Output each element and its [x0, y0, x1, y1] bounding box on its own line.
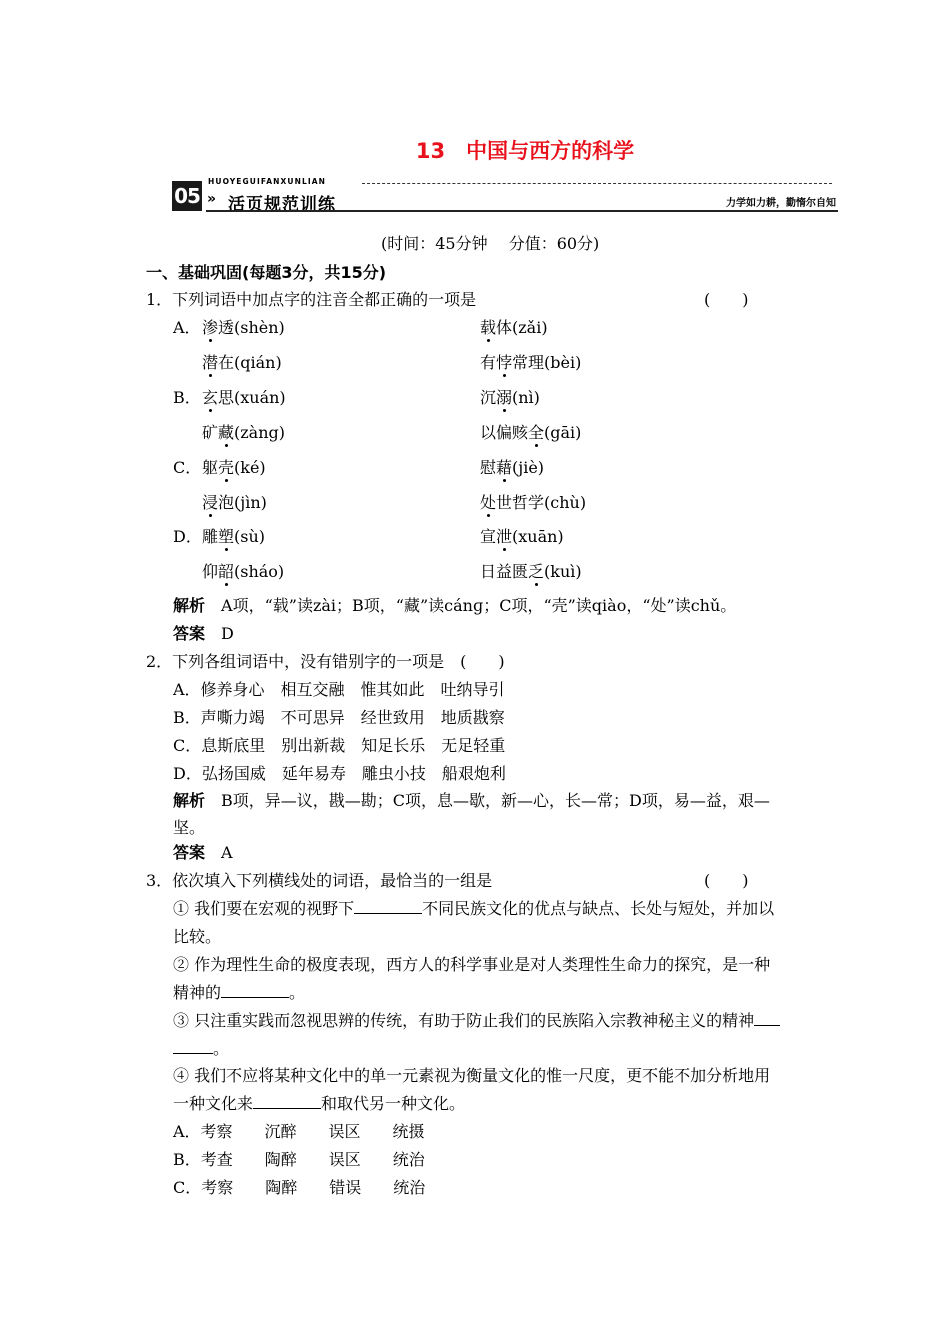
- answer-label: 答案: [173, 843, 206, 862]
- option-line: C．息斯底里 别出新裁 知足长乐 无足轻重: [173, 736, 506, 755]
- answer-paren: ( ): [704, 290, 749, 309]
- banner-dashed-line: [362, 183, 832, 184]
- fill-blank: [173, 1039, 213, 1054]
- option-line: B．声嘶力竭 不可思异 经世致用 地质戡察: [173, 708, 505, 727]
- question-1-stem: 1．下列词语中加点字的注音全都正确的一项是: [146, 290, 477, 309]
- page-title: 13 中国与西方的科学: [415, 139, 635, 163]
- option-line: C．考察 陶醉 错误 统治: [173, 1178, 426, 1197]
- sentence-3: ③ 只注重实践而忽视思辨的传统，有助于防止我们的民族陷入宗教神秘主义的精神: [173, 1008, 780, 1031]
- option-word: 渗透(shèn): [202, 318, 285, 337]
- sentence-4-cont: 一种文化来 和取代另一种文化。: [173, 1094, 466, 1113]
- emphasis-dot: [535, 583, 538, 586]
- option-word: 浸泡(jìn): [202, 493, 267, 512]
- emphasis-dot: [209, 374, 212, 377]
- option-word: 有悖常理(bèi): [480, 353, 582, 372]
- option-line: A．修养身心 相互交融 惟其如此 吐纳导引: [173, 680, 505, 699]
- fill-blank: [221, 983, 289, 998]
- question-2-stem: 2．下列各组词语中，没有错别字的一项是 ( ): [146, 652, 505, 671]
- section-heading: 一、基础巩固(每题3分，共15分): [146, 263, 387, 282]
- emphasis-dot: [503, 548, 506, 551]
- option-word: 慰藉(jiè): [480, 458, 545, 477]
- option-word: 载体(zǎi): [480, 318, 548, 337]
- emphasis-dot: [535, 444, 538, 447]
- answer-line: [173, 840, 233, 863]
- option-word: 日益匮乏(kuì): [480, 562, 582, 581]
- fill-blank: [354, 899, 422, 914]
- banner-title: 活页规范训练: [228, 195, 336, 215]
- option-word: 以偏赅全(gāi): [480, 423, 582, 442]
- banner-rule: [206, 210, 838, 212]
- section-banner: [172, 177, 838, 213]
- option-word: 矿藏(zàng): [202, 423, 286, 442]
- emphasis-dot: [209, 409, 212, 412]
- banner-pinyin: HUOYEGUIFANXUNLIAN: [208, 177, 327, 186]
- emphasis-dot: [225, 583, 228, 586]
- analysis-continuation: 坚。: [173, 818, 206, 837]
- sentence-2-cont: 精神的 。: [173, 983, 306, 1002]
- answer-line: [173, 621, 234, 644]
- option-line: D．弘扬国威 延年易寿 雕虫小技 船艰炮利: [173, 764, 506, 783]
- analysis-text: B项，异—议，戡—勘；C项，息—歇，新—心，长—常；D项，易—益，艰—: [221, 791, 770, 810]
- emphasis-dot: [225, 479, 228, 482]
- option-word: 雕塑(sù): [202, 527, 266, 546]
- answer-value: A: [221, 843, 233, 862]
- option-line: B．考查 陶醉 误区 统治: [173, 1150, 425, 1169]
- answer-label: 答案: [173, 624, 206, 643]
- answer-paren: ( ): [704, 871, 749, 890]
- emphasis-dot: [503, 374, 506, 377]
- sentence-3-cont: 。: [173, 1036, 229, 1059]
- analysis-text: A项，“载”读zài；B项，“藏”读cánɡ；C项，“壳”读qiào，“处”读chǔ。: [221, 596, 737, 615]
- sentence-4: ④ 我们不应将某种文化中的单一元素视为衡量文化的惟一尺度，更不能不加分析地用: [173, 1066, 771, 1085]
- option-word: 处世哲学(chù): [480, 493, 587, 512]
- option-word: 玄思(xuán): [202, 388, 286, 407]
- emphasis-dot: [225, 444, 228, 447]
- option-line: A．考察 沉醉 误区 统摄: [173, 1122, 425, 1141]
- sentence-2: ② 作为理性生命的极度表现，西方人的科学事业是对人类理性生命力的探究，是一种: [173, 955, 771, 974]
- option-word: 潜在(qián): [202, 353, 282, 372]
- answer-value: D: [221, 624, 234, 643]
- analysis-line: [173, 593, 736, 616]
- analysis-label: 解析: [173, 791, 206, 810]
- banner-motto: 力学如力耕，勤惰尔自知: [726, 198, 836, 209]
- question-3-stem: 3．依次填入下列横线处的词语，最恰当的一组是: [146, 871, 493, 890]
- option-label: C．: [173, 458, 202, 477]
- emphasis-dot: [487, 339, 490, 342]
- option-label: D．: [173, 527, 202, 546]
- analysis-label: 解析: [173, 596, 206, 615]
- option-word: 躯壳(ké): [202, 458, 266, 477]
- option-word: 宣泄(xuān): [480, 527, 564, 546]
- banner-number: 05: [172, 181, 202, 211]
- emphasis-dot: [503, 409, 506, 412]
- chevron-icon: »: [207, 191, 217, 207]
- time-score-info: (时间：45分钟 分值：60分): [381, 234, 600, 253]
- option-label: A．: [173, 318, 201, 337]
- emphasis-dot: [209, 514, 212, 517]
- analysis-line: [173, 788, 770, 811]
- fill-blank: [754, 1011, 780, 1026]
- option-word: 沉溺(nì): [480, 388, 540, 407]
- fill-blank: [253, 1094, 321, 1109]
- emphasis-dot: [225, 548, 228, 551]
- option-word: 仰韶(sháo): [202, 562, 285, 581]
- sentence-1-cont: 比较。: [173, 927, 222, 946]
- emphasis-dot: [503, 479, 506, 482]
- option-label: B．: [173, 388, 201, 407]
- emphasis-dot: [209, 339, 212, 342]
- sentence-1: ① 我们要在宏观的视野下 不同民族文化的优点与缺点、长处与短处，并加以: [173, 899, 775, 918]
- emphasis-dot: [487, 514, 490, 517]
